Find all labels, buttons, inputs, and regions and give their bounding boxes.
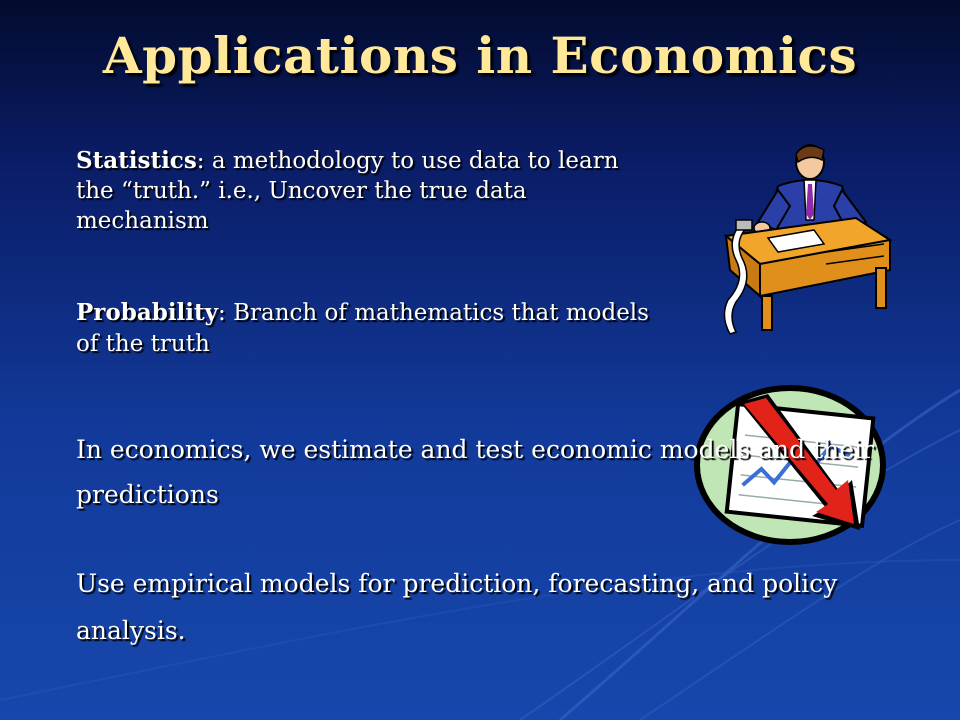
slide-title: Applications in Economics [102,26,858,85]
businessman-at-desk-icon [706,140,892,336]
probability-definition: : Branch of mathematics that models of the truth [76,300,649,357]
economics-paragraph: In economics, we estimate and test economic models and their predictions [76,435,874,509]
probability-term: Probability [76,299,219,326]
statistics-paragraph [76,146,656,236]
empirical-paragraph: Use empirical models for prediction, forecasting, and policy analysis. [76,569,838,645]
probability-paragraph [76,297,656,360]
statistics-definition: : a methodology to use data to learn the “truth.” i.e., Uncover the true data mechanism [76,148,619,234]
statistics-term: Statistics [76,147,197,174]
